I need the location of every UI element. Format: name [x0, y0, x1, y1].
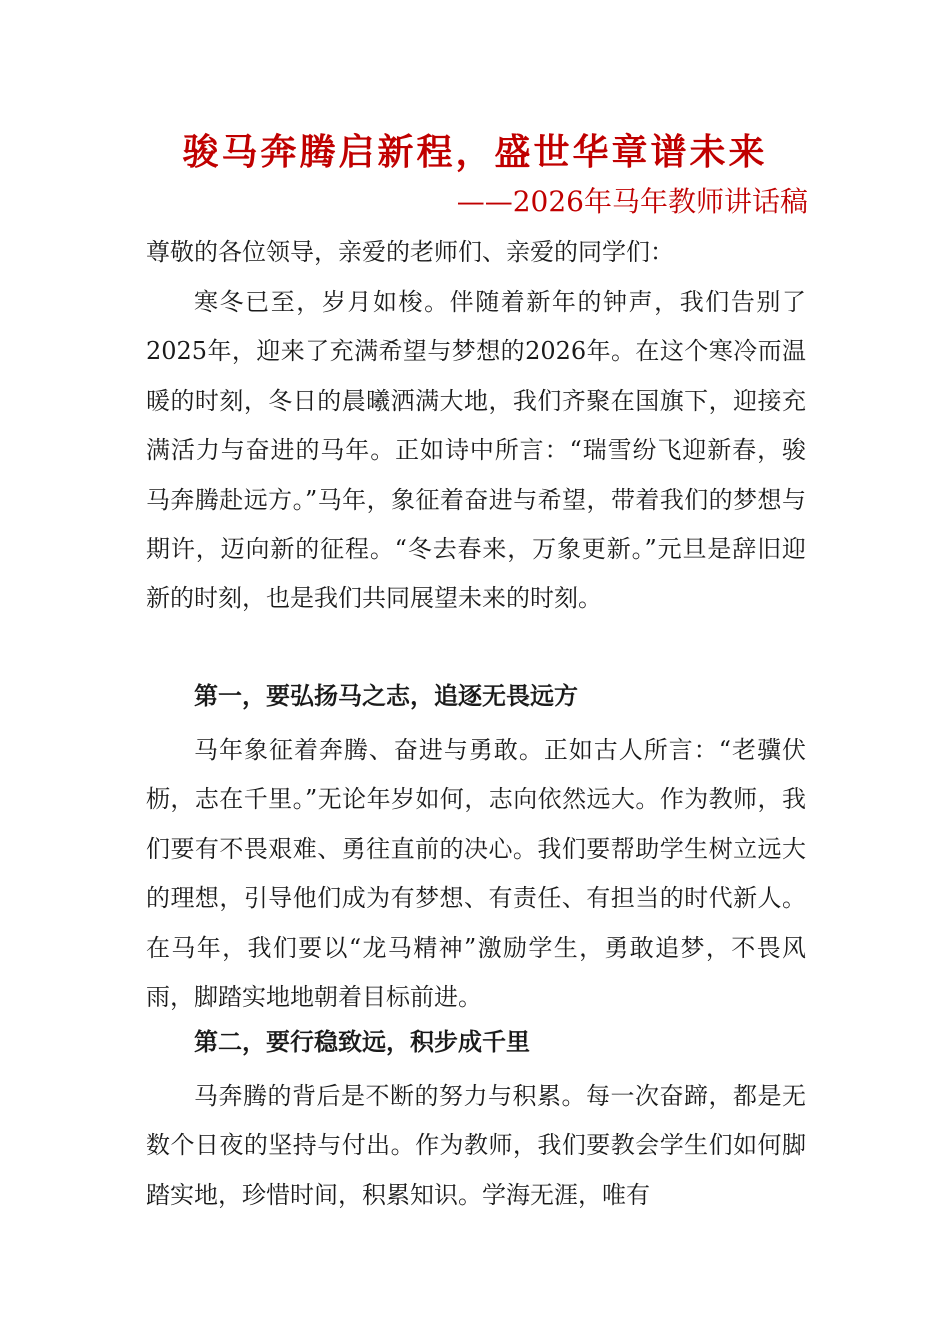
paragraph-section-1: 马年象征着奔腾、奋进与勇敢。正如古人所言：“老骥伏枥，志在千里。”无论年岁如何，志向依然远大。作为教师，我们要有不畏艰难、勇往直前的决心。我们要帮助学生树立远大的理想，引导他们成为有梦想、有责任、有担当的时代新人。在马年，我们要以“龙马精神”激励学生，勇敢追梦，不畏风雨，脚踏实地地朝着目标前进。	[146, 736, 806, 1012]
section-heading-2: 第二，要行稳致远，积步成千里	[194, 1027, 530, 1056]
document-subtitle: ——2026年马年教师讲话稿	[456, 185, 808, 218]
paragraph-section-2: 马奔腾的背后是不断的努力与积累。每一次奋蹄，都是无数个日夜的坚持与付出。作为教师，我们要教会学生们如何脚踏实地，珍惜时间，积累知识。学海无涯，唯有	[146, 1082, 806, 1209]
section-heading-1: 第一，要弘扬马之志，追逐无畏远方	[194, 681, 578, 710]
document-title: 骏马奔腾启新程，盛世华章谱未来	[182, 131, 768, 173]
greeting-line: 尊敬的各位领导，亲爱的老师们、亲爱的同学们：	[146, 238, 674, 266]
paragraph-intro: 寒冬已至，岁月如梭。伴随着新年的钟声，我们告别了2025年，迎来了充满希望与梦想的2026年。在这个寒冷而温暖的时刻，冬日的晨曦洒满大地，我们齐聚在国旗下，迎接充满活力与奋进的马年。正如诗中所言：“瑞雪纷飞迎新春，骏马奔腾赴远方。”马年，象征着奋进与希望，带着我们的梦想与期许，迈向新的征程。“冬去春来，万象更新。”元旦是辞旧迎新的时刻，也是我们共同展望未来的时刻。	[146, 288, 806, 613]
